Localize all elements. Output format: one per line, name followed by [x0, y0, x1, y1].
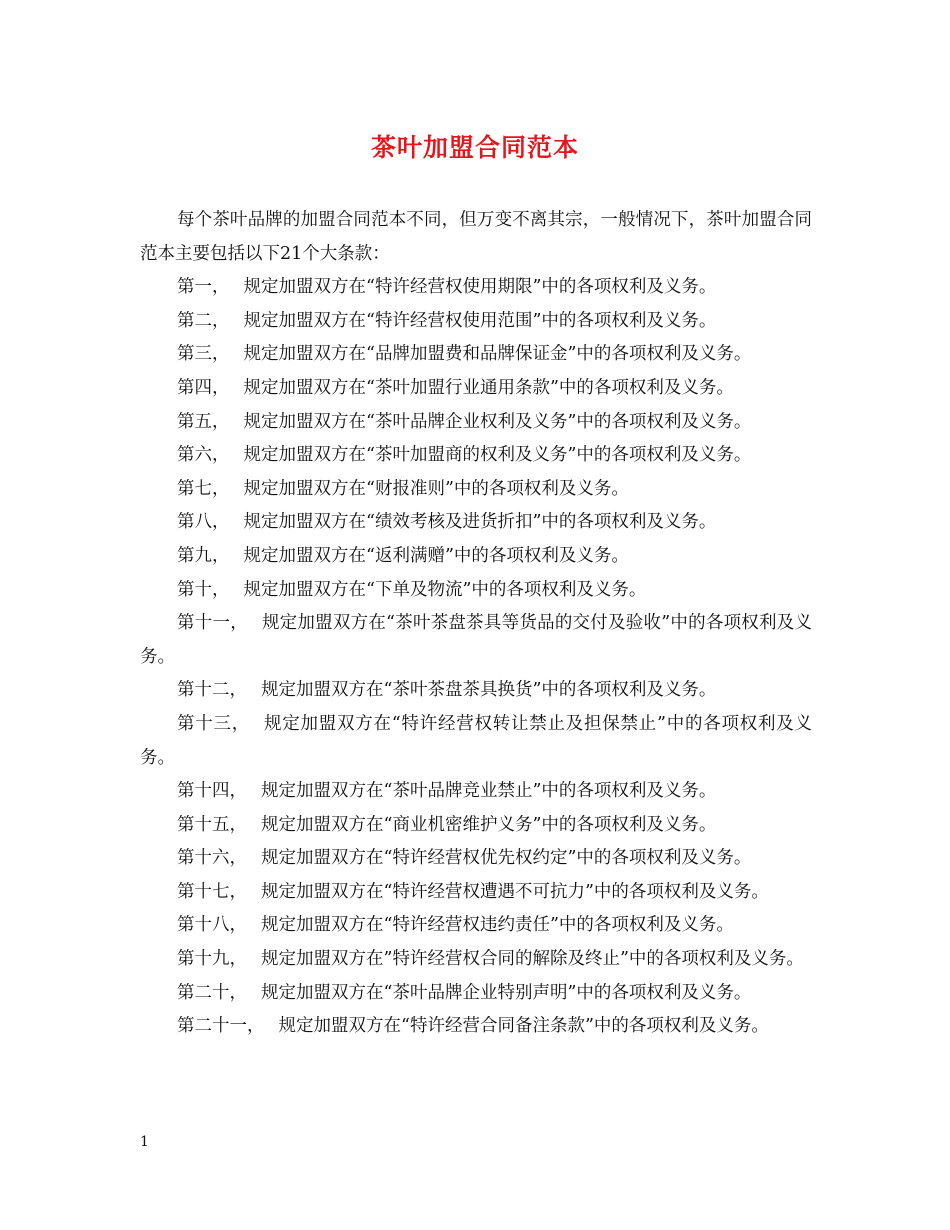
clause-number: 第十一， [177, 613, 248, 634]
clause-item [140, 574, 812, 608]
clause-number: 第八， [177, 512, 230, 533]
clause-item [140, 271, 812, 305]
clause-item [140, 338, 812, 372]
page-number: 1 [140, 1134, 149, 1150]
clause-text: 规定加盟双方在“特许经营合同备注条款”中的各项权利及义务。 [278, 1016, 769, 1037]
clause-number: 第十二， [177, 680, 247, 701]
clause-text: 规定加盟双方在“茶叶茶盘茶具换货”中的各项权利及义务。 [261, 680, 717, 701]
clause-number: 第九， [177, 545, 230, 566]
clause-item [140, 607, 812, 674]
clause-text: 规定加盟双方在“特许经营权使用范围”中的各项权利及义务。 [243, 310, 717, 331]
clause-text: 规定加盟双方在“财报准则”中的各项权利及义务。 [243, 478, 629, 499]
clause-number: 第十九， [177, 949, 247, 970]
clause-item [140, 775, 812, 809]
clause-text: 规定加盟双方在“茶叶茶盘茶具等货品的交付及验收”中的各项权利及义务。 [140, 613, 812, 667]
clause-number: 第十， [177, 579, 230, 600]
clause-item [140, 708, 812, 775]
clause-number: 第一， [177, 277, 230, 298]
clause-text: 规定加盟双方在“茶叶加盟商的权利及义务”中的各项权利及义务。 [243, 445, 752, 466]
clause-text: 规定加盟双方在“特许经营权使用期限”中的各项权利及义务。 [243, 277, 717, 298]
clause-number: 第二， [177, 310, 230, 331]
clause-text: 规定加盟双方在“品牌加盟费和品牌保证金”中的各项权利及义务。 [243, 344, 752, 365]
clause-item [140, 909, 812, 943]
clause-item [140, 473, 812, 507]
clause-number: 第六， [177, 445, 230, 466]
clause-text: 规定加盟双方在“返利满赠”中的各项权利及义务。 [243, 545, 629, 566]
clause-number: 第三， [177, 344, 230, 365]
intro-paragraph: 每个茶叶品牌的加盟合同范本不同，但万变不离其宗，一般情况下，茶叶加盟合同范本主要包括以下21个大条款： [140, 210, 812, 264]
clause-number: 第四， [177, 377, 230, 398]
clause-number: 第七， [177, 478, 230, 499]
clause-text: 规定加盟双方在“茶叶品牌企业特别声明”中的各项权利及义务。 [261, 982, 752, 1003]
clause-text: 规定加盟双方在“茶叶品牌竞业禁止”中的各项权利及义务。 [261, 781, 717, 802]
clause-text: 规定加盟双方在”特许经营权合同的解除及终止”中的各项权利及义务。 [261, 949, 804, 970]
clause-item [140, 406, 812, 440]
clause-number: 第十三， [177, 713, 251, 734]
clause-item [140, 439, 812, 473]
clause-text: 规定加盟双方在“商业机密维护义务”中的各项权利及义务。 [261, 814, 717, 835]
clause-text: 规定加盟双方在“特许经营权优先权约定”中的各项权利及义务。 [261, 848, 752, 869]
clause-item [140, 1010, 812, 1044]
clause-number: 第十六， [177, 848, 247, 869]
clause-number: 第五， [177, 411, 230, 432]
clause-item [140, 372, 812, 406]
clause-item [140, 977, 812, 1011]
clause-item [140, 809, 812, 843]
clause-number: 第十四， [177, 781, 247, 802]
clause-text: 规定加盟双方在“茶叶加盟行业通用条款”中的各项权利及义务。 [243, 377, 734, 398]
clause-item [140, 876, 812, 910]
clause-item [140, 506, 812, 540]
clause-number: 第十五， [177, 814, 247, 835]
clause-item [140, 674, 812, 708]
clause-text: 规定加盟双方在“下单及物流”中的各项权利及义务。 [243, 579, 647, 600]
clause-number: 第十七， [177, 881, 247, 902]
clause-text: 规定加盟双方在“茶叶品牌企业权利及义务”中的各项权利及义务。 [243, 411, 752, 432]
clause-text: 规定加盟双方在“特许经营权遭遇不可抗力”中的各项权利及义务。 [261, 881, 769, 902]
document-body [140, 204, 812, 1044]
document-title: 茶叶加盟合同范本 [370, 133, 579, 162]
clause-item [140, 305, 812, 339]
clause-item [140, 540, 812, 574]
clause-item [140, 943, 812, 977]
clause-item [140, 842, 812, 876]
clause-text: 规定加盟双方在“特许经营权违约责任”中的各项权利及义务。 [261, 915, 734, 936]
clause-number: 第二十， [177, 982, 247, 1003]
clause-text: 规定加盟双方在“绩效考核及进货折扣”中的各项权利及义务。 [243, 512, 717, 533]
clause-number: 第二十一， [177, 1016, 265, 1037]
clause-number: 第十八， [177, 915, 247, 936]
clause-text: 规定加盟双方在“特许经营权转让禁止及担保禁止”中的各项权利及义务。 [140, 713, 812, 768]
